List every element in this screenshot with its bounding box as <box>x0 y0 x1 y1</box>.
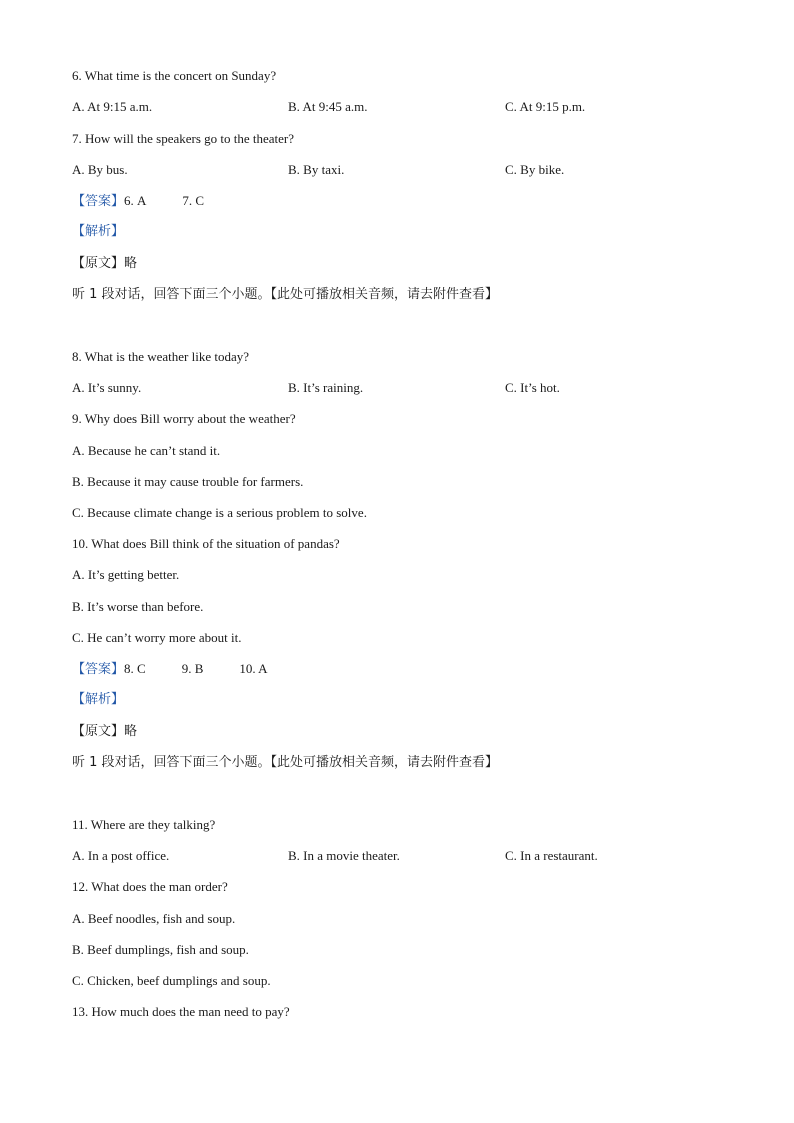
analysis-label-2: 【解析】 <box>72 692 125 707</box>
q11-option-b: B. In a movie theater. <box>288 848 400 863</box>
q8-option-b: B. It’s raining. <box>288 380 364 395</box>
q9-option-a: A. Because he can’t stand it. <box>72 443 221 458</box>
question-13: 13. How much does the man need to pay? <box>72 1004 290 1019</box>
q8-option-c: C. It’s hot. <box>505 380 560 395</box>
question-9: 9. Why does Bill worry about the weather? <box>72 411 296 426</box>
answer-label: 【答案】 <box>72 194 125 209</box>
q6-option-b: B. At 9:45 a.m. <box>288 99 368 114</box>
question-10: 10. What does Bill think of the situation of pandas? <box>72 536 340 551</box>
answer-item: 8. C <box>124 661 146 676</box>
q11-option-a: A. In a post office. <box>72 848 170 863</box>
answer-line-1 <box>72 193 204 210</box>
q12-option-c: C. Chicken, beef dumplings and soup. <box>72 973 271 988</box>
answer-label: 【答案】 <box>72 662 125 677</box>
question-8: 8. What is the weather like today? <box>72 349 250 364</box>
original-text-1: 【原文】略 <box>72 256 138 271</box>
q9-option-b: B. Because it may cause trouble for farmers. <box>72 474 304 489</box>
q6-option-a: A. At 9:15 a.m. <box>72 99 153 114</box>
q12-option-a: A. Beef noodles, fish and soup. <box>72 911 236 926</box>
answer-item: 7. C <box>182 193 205 208</box>
q10-option-c: C. He can’t worry more about it. <box>72 630 242 645</box>
answer-item: 9. B <box>181 661 204 676</box>
q7-option-c: C. By bike. <box>505 162 565 177</box>
audio-instruction-2: 听 1 段对话，回答下面三个小题。【此处可播放相关音频，请去附件查看】 <box>72 755 499 770</box>
answer-item: 6. A <box>124 193 147 208</box>
question-12: 12. What does the man order? <box>72 879 228 894</box>
audio-instruction-1: 听 1 段对话，回答下面三个小题。【此处可播放相关音频，请去附件查看】 <box>72 287 499 302</box>
question-11: 11. Where are they talking? <box>72 817 216 832</box>
q7-option-b: B. By taxi. <box>288 162 345 177</box>
answer-line-2 <box>72 661 268 678</box>
question-7: 7. How will the speakers go to the theater? <box>72 131 295 146</box>
q11-option-c: C. In a restaurant. <box>505 848 598 863</box>
q6-option-c: C. At 9:15 p.m. <box>505 99 586 114</box>
q9-option-c: C. Because climate change is a serious problem to solve. <box>72 505 367 520</box>
original-text-2: 【原文】略 <box>72 724 138 739</box>
q7-option-a: A. By bus. <box>72 162 128 177</box>
q10-option-a: A. It’s getting better. <box>72 567 180 582</box>
question-6: 6. What time is the concert on Sunday? <box>72 68 277 83</box>
analysis-label-1: 【解析】 <box>72 224 125 239</box>
q12-option-b: B. Beef dumplings, fish and soup. <box>72 942 249 957</box>
answer-item: 10. A <box>239 661 268 676</box>
q8-option-a: A. It’s sunny. <box>72 380 142 395</box>
q10-option-b: B. It’s worse than before. <box>72 599 204 614</box>
